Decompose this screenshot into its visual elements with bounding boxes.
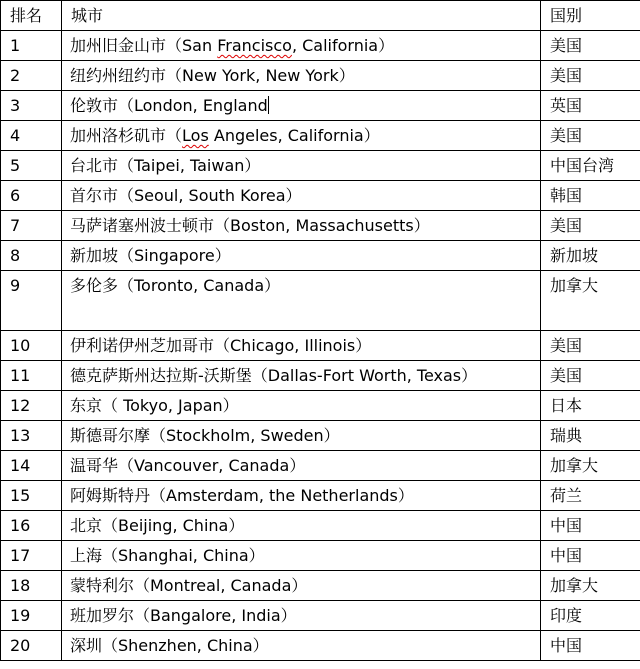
country-cell[interactable]: 美国 bbox=[541, 331, 640, 361]
country-cell[interactable]: 日本 bbox=[541, 391, 640, 421]
rank-cell[interactable]: 3 bbox=[1, 91, 62, 121]
rank-cell[interactable]: 8 bbox=[1, 241, 62, 271]
rank-cell[interactable]: 2 bbox=[1, 61, 62, 91]
country-cell[interactable]: 美国 bbox=[541, 31, 640, 61]
table-row bbox=[1, 361, 640, 391]
table-row bbox=[1, 391, 640, 421]
city-cell[interactable]: 伊利诺伊州芝加哥市（Chicago, Illinois） bbox=[62, 331, 541, 361]
rank-cell[interactable]: 12 bbox=[1, 391, 62, 421]
city-cell[interactable]: 上海（Shanghai, China） bbox=[62, 541, 541, 571]
rank-cell[interactable]: 9 bbox=[1, 271, 62, 331]
city-cell[interactable]: 东京（ Tokyo, Japan） bbox=[62, 391, 541, 421]
rank-cell[interactable]: 5 bbox=[1, 151, 62, 181]
rank-cell[interactable]: 14 bbox=[1, 451, 62, 481]
rank-cell[interactable]: 17 bbox=[1, 541, 62, 571]
table-row bbox=[1, 91, 640, 121]
city-cell[interactable]: 温哥华（Vancouver, Canada） bbox=[62, 451, 541, 481]
table-row bbox=[1, 31, 640, 61]
city-cell[interactable]: 斯德哥尔摩（Stockholm, Sweden） bbox=[62, 421, 541, 451]
header-city[interactable]: 城市 bbox=[62, 1, 541, 31]
country-cell[interactable]: 中国台湾 bbox=[541, 151, 640, 181]
country-cell[interactable]: 加拿大 bbox=[541, 271, 640, 331]
country-cell[interactable]: 美国 bbox=[541, 61, 640, 91]
spellcheck-mark: Francisco bbox=[217, 36, 292, 55]
country-cell[interactable]: 英国 bbox=[541, 91, 640, 121]
country-cell[interactable]: 美国 bbox=[541, 361, 640, 391]
country-cell[interactable]: 加拿大 bbox=[541, 571, 640, 601]
rank-cell[interactable]: 7 bbox=[1, 211, 62, 241]
table-row bbox=[1, 421, 640, 451]
text-cursor bbox=[268, 96, 269, 114]
table-row bbox=[1, 601, 640, 631]
city-cell[interactable]: 加州旧金山市（San Francisco, California） bbox=[62, 31, 541, 61]
rank-cell[interactable]: 6 bbox=[1, 181, 62, 211]
rank-cell[interactable]: 11 bbox=[1, 361, 62, 391]
table-row bbox=[1, 241, 640, 271]
table-row bbox=[1, 451, 640, 481]
rank-cell[interactable]: 20 bbox=[1, 631, 62, 661]
country-cell[interactable]: 新加坡 bbox=[541, 241, 640, 271]
table-row bbox=[1, 511, 640, 541]
header-rank[interactable]: 排名 bbox=[1, 1, 62, 31]
city-cell[interactable]: 纽约州纽约市（New York, New York） bbox=[62, 61, 541, 91]
city-cell[interactable]: 伦敦市（London, England bbox=[62, 91, 541, 121]
country-cell[interactable]: 加拿大 bbox=[541, 451, 640, 481]
city-cell[interactable]: 北京（Beijing, China） bbox=[62, 511, 541, 541]
table-row bbox=[1, 211, 640, 241]
rank-cell[interactable]: 10 bbox=[1, 331, 62, 361]
country-cell[interactable]: 荷兰 bbox=[541, 481, 640, 511]
city-cell[interactable]: 班加罗尔（Bangalore, India） bbox=[62, 601, 541, 631]
city-cell[interactable]: 台北市（Taipei, Taiwan） bbox=[62, 151, 541, 181]
country-cell[interactable]: 美国 bbox=[541, 121, 640, 151]
rank-cell[interactable]: 4 bbox=[1, 121, 62, 151]
table-row bbox=[1, 121, 640, 151]
country-cell[interactable]: 中国 bbox=[541, 631, 640, 661]
header-row bbox=[1, 1, 640, 31]
city-cell[interactable]: 多伦多（Toronto, Canada） bbox=[62, 271, 541, 331]
table-row bbox=[1, 571, 640, 601]
country-cell[interactable]: 中国 bbox=[541, 511, 640, 541]
city-cell[interactable]: 德克萨斯州达拉斯-沃斯堡（Dallas-Fort Worth, Texas） bbox=[62, 361, 541, 391]
city-cell[interactable]: 马萨诸塞州波士顿市（Boston, Massachusetts） bbox=[62, 211, 541, 241]
city-cell[interactable]: 阿姆斯特丹（Amsterdam, the Netherlands） bbox=[62, 481, 541, 511]
city-cell[interactable]: 加州洛杉矶市（Los Angeles, California） bbox=[62, 121, 541, 151]
rank-cell[interactable]: 1 bbox=[1, 31, 62, 61]
table-row bbox=[1, 151, 640, 181]
header-country[interactable]: 国别 bbox=[541, 1, 640, 31]
rank-cell[interactable]: 18 bbox=[1, 571, 62, 601]
country-cell[interactable]: 美国 bbox=[541, 211, 640, 241]
rank-cell[interactable]: 13 bbox=[1, 421, 62, 451]
country-cell[interactable]: 韩国 bbox=[541, 181, 640, 211]
country-cell[interactable]: 印度 bbox=[541, 601, 640, 631]
rank-cell[interactable]: 15 bbox=[1, 481, 62, 511]
country-cell[interactable]: 中国 bbox=[541, 541, 640, 571]
city-cell[interactable]: 新加坡（Singapore） bbox=[62, 241, 541, 271]
rank-cell[interactable]: 19 bbox=[1, 601, 62, 631]
table-row bbox=[1, 271, 640, 331]
table-row bbox=[1, 331, 640, 361]
rank-cell[interactable]: 16 bbox=[1, 511, 62, 541]
table-row bbox=[1, 481, 640, 511]
spellcheck-mark: Los bbox=[182, 126, 209, 145]
table-row bbox=[1, 181, 640, 211]
city-cell[interactable]: 首尔市（Seoul, South Korea） bbox=[62, 181, 541, 211]
table-row bbox=[1, 631, 640, 661]
table-row bbox=[1, 61, 640, 91]
city-cell[interactable]: 蒙特利尔（Montreal, Canada） bbox=[62, 571, 541, 601]
city-cell[interactable]: 深圳（Shenzhen, China） bbox=[62, 631, 541, 661]
country-cell[interactable]: 瑞典 bbox=[541, 421, 640, 451]
table-row bbox=[1, 541, 640, 571]
